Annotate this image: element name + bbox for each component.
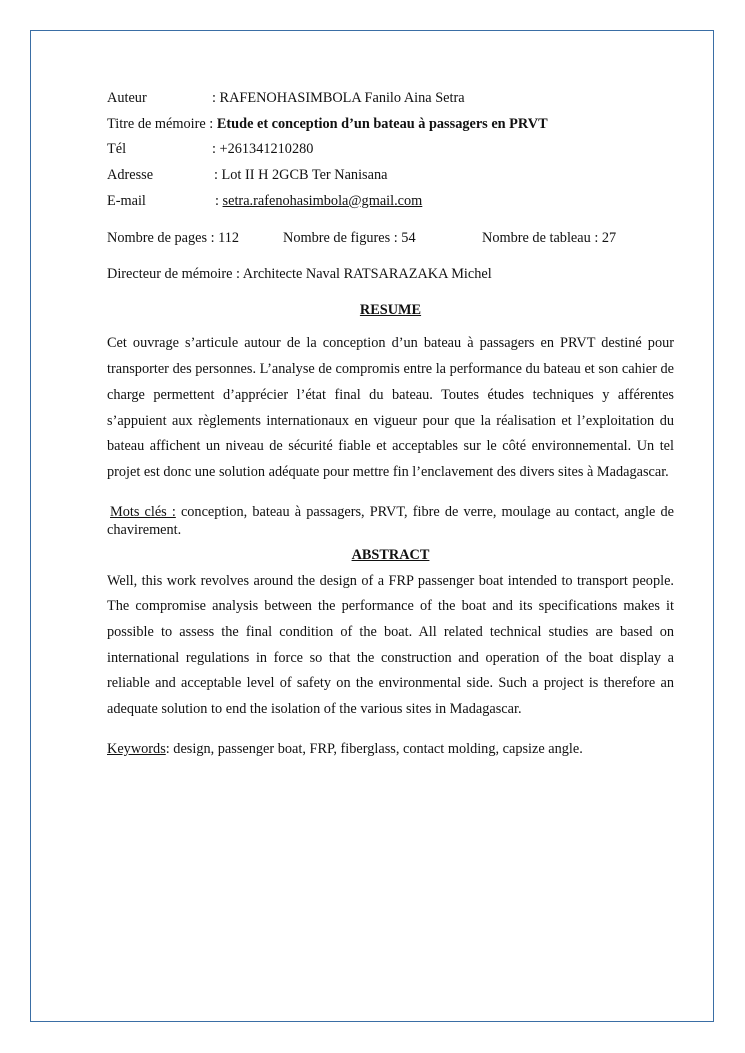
abstract-paragraph: Well, this work revolves around the design of a FRP passenger boat intended to transport people. The compromise analysis between the performance of the boat and its specifications makes it possible to assess the final condition of the boat. All related technical studies are based on international regulations in force so that the construction and operation of the boat display a reliable and acceptable level of safety on the environmental side. Such a project is therefore an adequate solution to end the isolation of the various sites in Madagascar. <box>107 572 674 718</box>
email-prefix: : <box>215 192 223 209</box>
abstract-heading: ABSTRACT <box>351 546 430 563</box>
thesis-title-row <box>107 112 674 138</box>
pages-count: Nombre de pages : 112 <box>107 230 240 247</box>
french-keywords <box>107 503 674 539</box>
phone-value: : +261341210280 <box>212 141 314 158</box>
email-label: E-mail <box>107 192 146 209</box>
english-keywords-text: : design, passenger boat, FRP, fiberglass, contact molding, capsize angle. <box>165 740 583 757</box>
resume-paragraph: Cet ouvrage s’articule autour de la conception d’un bateau à passagers en PRVT destiné pour transporter des personnes. L’analyse de compromis entre la performance du bateau et son cahier de charge permettent d’apprécier l’état final du bateau. Toutes études techniques y afférentes s’appuient aux règlements internationaux en vigueur pour que la réalisation et l’exploitation du bateau affichent un niveau de sécurité fiable et acceptables sur le côté environnemental. Un tel projet est donc une solution adéquate pour mettre fin l’enclavement des divers sites à Madagascar. <box>107 335 674 480</box>
stats-row <box>107 226 674 250</box>
phone-row <box>107 137 674 163</box>
address-row <box>107 163 674 189</box>
figures-count: Nombre de figures : 54 <box>283 230 416 247</box>
thesis-title-value: Etude et conception d’un bateau à passagers en PRVT <box>216 115 548 132</box>
author-value: : RAFENOHASIMBOLA Fanilo Aina Setra <box>212 90 465 106</box>
email-row <box>107 189 674 215</box>
document-content <box>107 86 674 761</box>
author-row <box>107 86 674 112</box>
tables-count: Nombre de tableau : 27 <box>482 230 617 247</box>
french-keywords-text: conception, bateau à passagers, PRVT, fibre de verre, moulage au contact, angle de chavirement. <box>107 503 674 538</box>
french-keywords-label: Mots clés : <box>110 503 176 520</box>
address-label: Adresse <box>107 167 154 184</box>
author-label: Auteur <box>107 90 147 106</box>
address-value: : Lot II H 2GCB Ter Nanisana <box>214 167 388 184</box>
thesis-director: Directeur de mémoire : Architecte Naval RATSARAZAKA Michel <box>107 266 492 283</box>
english-keywords <box>107 737 674 761</box>
phone-label: Tél <box>107 141 127 158</box>
thesis-title-label: Titre de mémoire : <box>107 115 214 132</box>
resume-heading: RESUME <box>359 302 422 319</box>
english-keywords-label: Keywords <box>107 740 166 757</box>
email-link[interactable]: setra.rafenohasimbola@gmail.com <box>222 192 423 209</box>
